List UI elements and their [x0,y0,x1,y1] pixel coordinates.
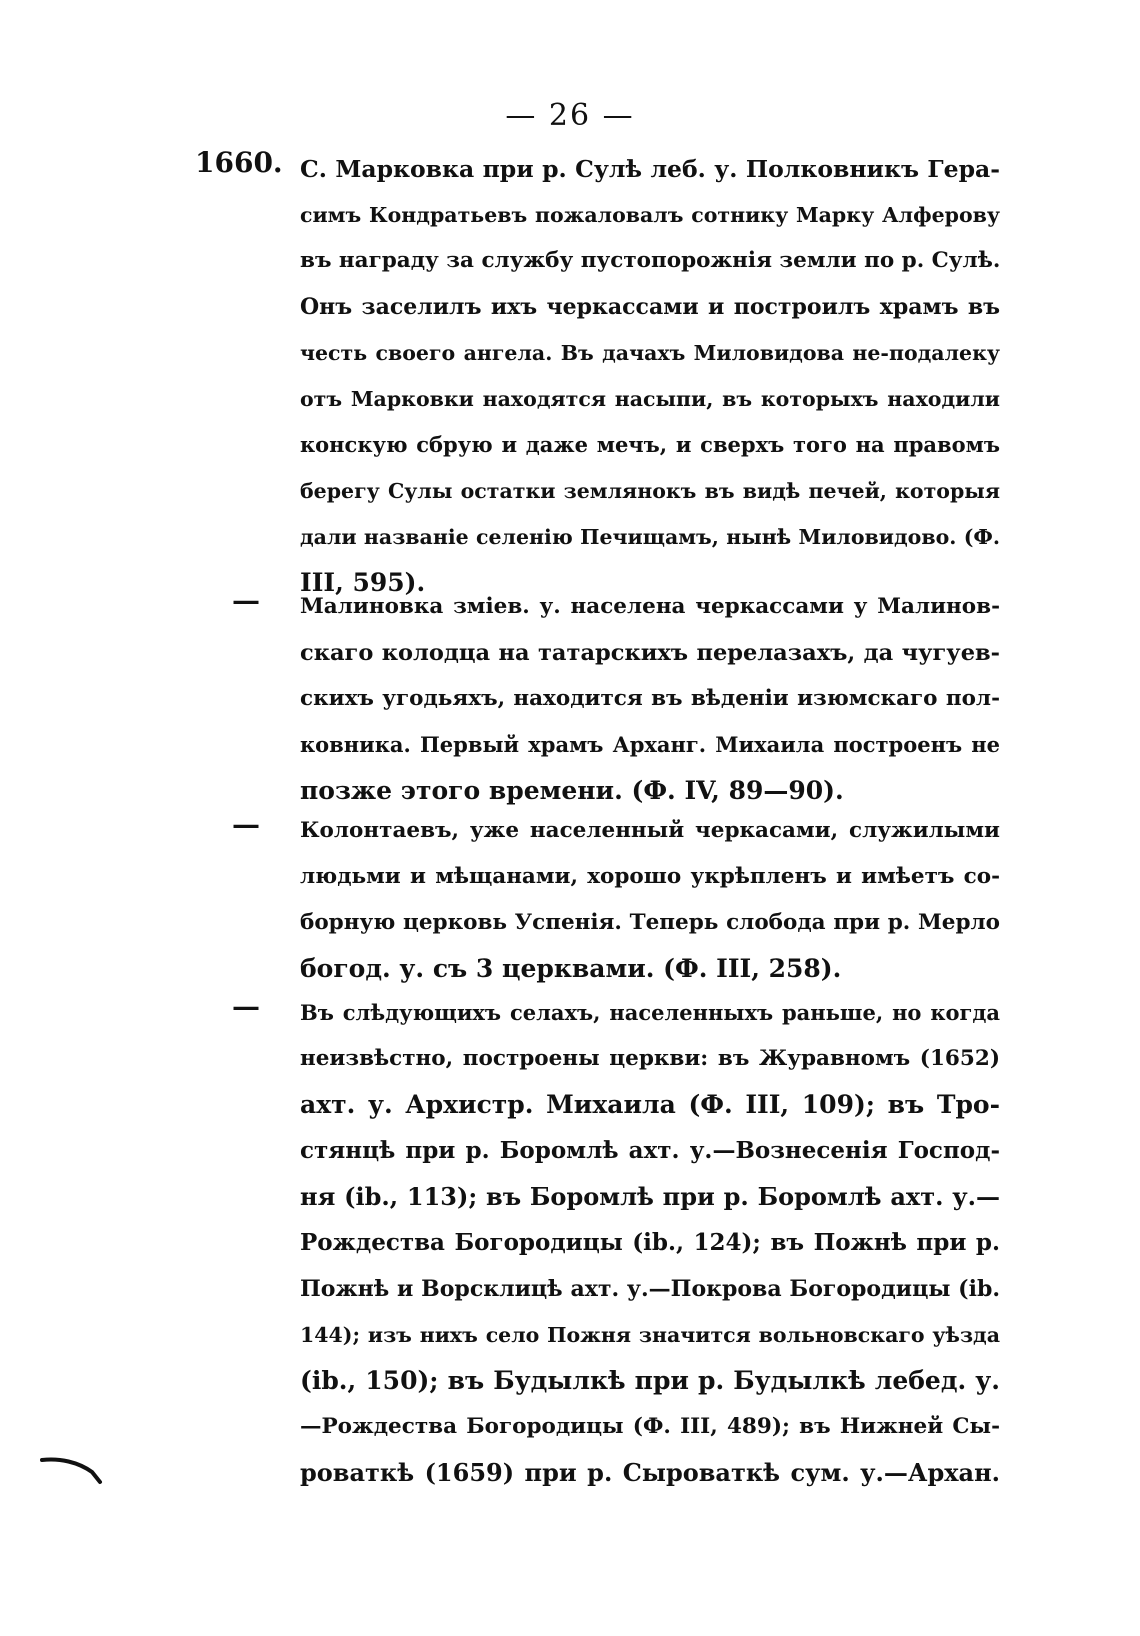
text-line: стянцѣ при р. Боромлѣ ахт. у.—Вознесенія Господ- [300,1137,1000,1164]
text-line: въ награду за службу пустопорожнія земли по р. Сулѣ. [300,248,1000,273]
text-line: ахт. у. Архистр. Михаила (Ф. III, 109); въ Тро- [300,1090,1000,1119]
ink-mark-icon [40,1452,110,1492]
text-line: неизвѣстно, построены церкви: въ Журавномъ (1652) [300,1046,1000,1071]
text-line: богод. у. съ 3 церквами. (Ф. III, 258). [300,954,842,983]
text-line: Колонтаевъ, уже населенный черкасами, служилыми [300,818,1000,843]
text-line: 144); изъ нихъ село Пожня значится вольновскаго уѣзда [300,1323,1000,1347]
entry-dash-marker: — [232,990,260,1023]
entry-malinovka [300,584,1000,814]
text-line: позже этого времени. (Ф. IV, 89—90). [300,776,844,805]
text-line: III, 595). [300,568,426,597]
text-line: людьми и мѣщанами, хорошо укрѣпленъ и имѣетъ со- [300,864,1000,889]
text-line: симъ Кондратьевъ пожаловалъ сотнику Марку Алферову [300,203,1000,227]
entry-kolontaev [300,808,1000,992]
entry-churches-list [300,990,1000,1496]
text-line: ня (ib., 113); въ Боромлѣ при р. Боромлѣ ахт. у.— [300,1182,1000,1211]
entry-dash-marker: — [232,584,260,617]
text-line: скихъ угодьяхъ, находится въ вѣденіи изюмскаго пол- [300,686,1000,711]
text-line: скаго колодца на татарскихъ перелазахъ, да чугуев- [300,640,1000,666]
entry-dash-marker: — [232,808,260,841]
text-line: —Рождества Богородицы (Ф. III, 489); въ Нижней Сы- [300,1414,1000,1439]
text-line: ковника. Первый храмъ Арханг. Михаила построенъ не [300,732,1000,757]
text-line: борную церковь Успенія. Теперь слобода при р. Мерло [300,910,1000,935]
text-line: отъ Марковки находятся насыпи, въ которыхъ находили [300,387,1000,411]
text-line: дали названіе селенію Печищамъ, нынѣ Миловидово. (Ф. [300,525,1000,549]
text-line: Малиновка зміев. у. населена черкассами у Малинов- [300,594,1000,619]
entry-year-marker: 1660. [195,146,283,179]
text-line: Въ слѣдующихъ селахъ, населенныхъ раньше, но когда [300,1000,1000,1025]
text-line: Пожнѣ и Ворсклицѣ ахт. у.—Покрова Богородицы (ib. [300,1276,1000,1302]
text-line: честь своего ангела. Въ дачахъ Миловидова не-подалеку [300,341,1000,365]
text-line: берегу Сулы остатки землянокъ въ видѣ печей, которыя [300,479,1000,503]
text-line: С. Марковка при р. Сулѣ леб. у. Полковникъ Гера- [300,155,1000,183]
page-number: — 26 — [505,98,635,133]
entry-1660-markovka [300,146,1000,606]
text-line: роваткѣ (1659) при р. Сыроваткѣ сум. у.—Архан. [300,1458,1000,1487]
text-line: Рождества Богородицы (ib., 124); въ Пожнѣ при р. [300,1229,1000,1256]
text-line: (ib., 150); въ Будылкѣ при р. Будылкѣ лебед. у. [300,1366,1000,1395]
text-line: конскую сбрую и даже мечъ, и сверхъ того на правомъ [300,432,1000,457]
text-line: Онъ заселилъ ихъ черкассами и построилъ храмъ въ [300,294,1000,320]
